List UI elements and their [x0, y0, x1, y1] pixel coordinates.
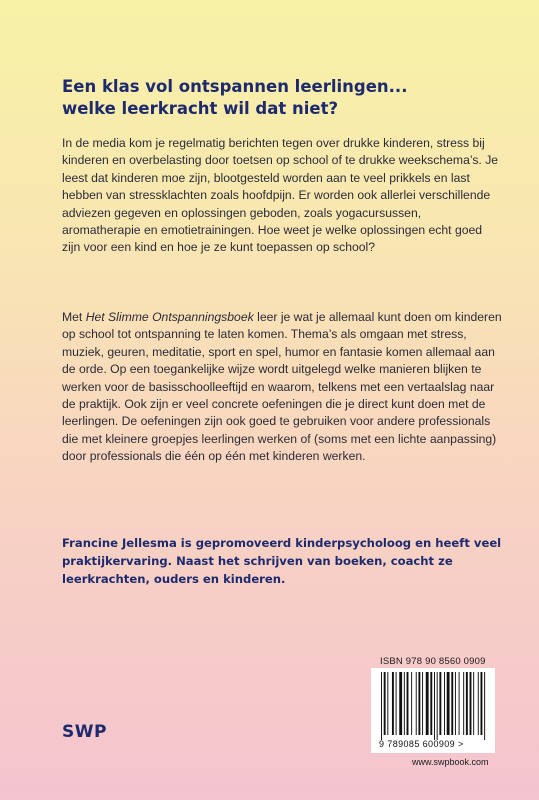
headline-line-1: Een klas vol ontspannen leerlingen...	[62, 77, 408, 96]
book-title: Het Slimme Ontspanningsboek	[85, 310, 254, 324]
publisher-website: www.swpbook.com	[412, 757, 489, 767]
headline-line-2: welke leerkracht wil dat niet?	[62, 99, 339, 118]
publisher-logo: SWP	[62, 722, 107, 742]
intro-paragraph: In de media kom je regelmatig berichten tegen over drukke kinderen, stress bij kinderen en overbelasting door toetsen op school of te drukke weekschema’s. Je leest dat kinderen moe zijn, blootgesteld worden aan te veel prikkels en last hebben van stressklachten zoals hoofdpijn. Er worden ook allerlei verschillende adviezen gegeven en oplossingen geboden, zoals yogacursussen, aromatherapie en emotietrainingen. Hoe weet je welke oplossingen echt goed zijn voor een kind en hoe je ze kunt toepassen op school?	[62, 136, 499, 255]
isbn-label: ISBN 978 90 8560 0909	[380, 656, 486, 667]
barcode-digits: 9 789085 600909 >	[379, 739, 464, 749]
barcode	[371, 668, 495, 753]
description-paragraph	[62, 309, 502, 466]
headline	[62, 76, 502, 120]
author-bio	[62, 534, 512, 588]
description-text: leer je wat je allemaal kunt doen om kinderen op school tot ontspanning te laten komen. Thema’s als omgaan met stress, muziek, geuren, meditatie, sport en spel, humor en fantasie komen allemaal aan de orde. Op een toegankelijke wijze wordt uitgelegd welke manieren blijken te werken voor de basisschoolleeftijd en waarom, telkens met een vertaalslag naar de praktijk. Ook zijn er veel concrete oefeningen die je direct kunt doen met de leerlingen. De oefeningen zijn ook goed te gebruiken voor andere professionals die met kleinere groepjes leerlingen werken of (soms met een lichte aanpassing) door professionals die één op één met kinderen werken.	[62, 310, 502, 464]
author-name: Francine Jellesma	[62, 536, 177, 550]
description-prefix: Met	[62, 310, 86, 324]
author-bio-text: is gepromoveerd kinderpsycholoog en heeft veel praktijkervaring. Naast het schrijven van boeken, coacht ze leerkrachten, ouders en kinderen.	[62, 536, 502, 586]
